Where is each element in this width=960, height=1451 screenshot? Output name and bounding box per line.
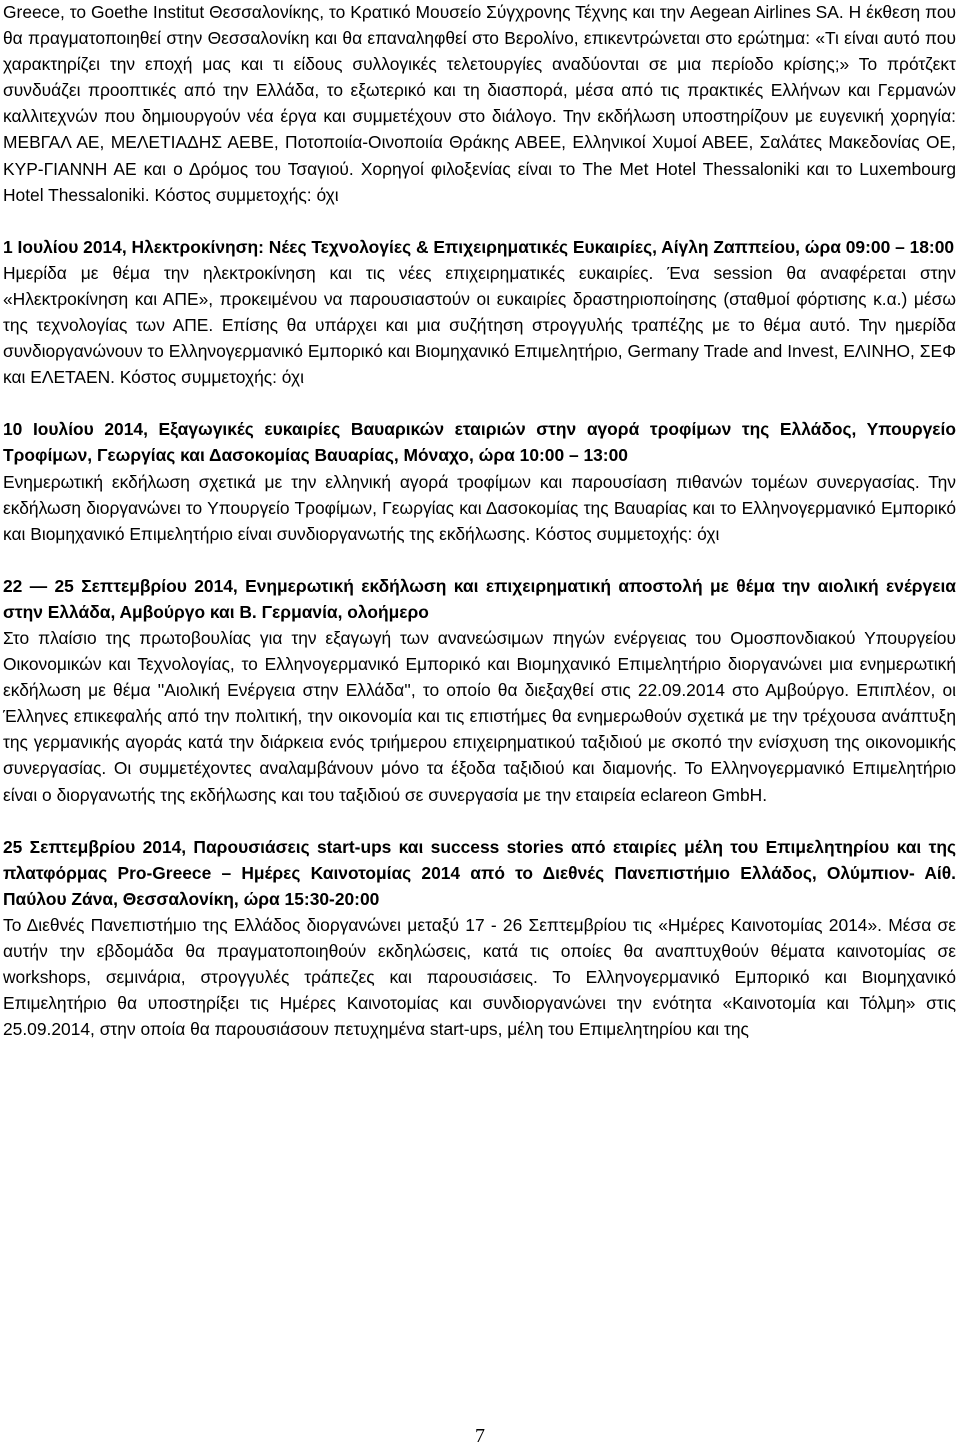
event-4-body: Το Διεθνές Πανεπιστήμιο της Ελλάδος διοργανώνει μεταξύ 17 - 26 Σεπτεμβρίου τις «Ημέρες Καινοτομίας 2014». Μέσα σε αυτήν την εβδομάδα θα πραγματοποιηθούν εκδηλώσεις, κατά τις οποίες θα αναπτυχθούν θέματα καινοτομίας σε workshops, σεμινάρια, στρογγυλές τράπεζες και παρουσιάσεις. Το Ελληνογερμανικό Εμπορικό και Βιομηχανικό Επιμελητήριο θα υποστηρίξει τις Ημέρες Καινοτομίας και συνδιοργανώνει την ενότητα «Καινοτομία και Τόλμη» στις 25.09.2014, στην οποία θα παρουσιάσουν πετυχημένα start-ups, μέλη του Επιμελητηρίου και της (3, 914, 956, 1040)
event-4-title: 25 Σεπτεμβρίου 2014, Παρουσιάσεις start-ups και success stories από εταιρίες μέλη του Επιμελητηρίου και της πλατφόρμας Pro-Greece – Ημέρες Καινοτομίας 2014 από το Διεθνές Πανεπιστήμιο Ελλάδος, Ολύμπιον- Αίθ. Παύλου Ζάνα, Θεσσαλονίκη, ώρα 15:30-20:00 (3, 836, 956, 909)
paragraph-spacer (3, 547, 956, 573)
intro-paragraph: Greece, το Goethe Institut Θεσσαλονίκης, το Κρατικό Μουσείο Σύγχρονης Τέχνης και την Aegean Airlines SA. Η έκθεση που θα πραγματοποιηθεί στην Θεσσαλονίκη και θα επαναληφθεί στο Βερολίνο, επικεντρώνεται στο ερώτημα: «Τι είναι αυτό που χαρακτηρίζει την εποχή μας και τι είδους συλλογικές τελετουργίες αναδύονται σε μια περίοδο κρίσης;» Το πρότζεκτ συνδυάζει προοπτικές από την Ελλάδα, το εξωτερικό και τη διασπορά, μέσα από τις πρακτικές Ελλήνων και Γερμανών καλλιτεχνών που δημιουργούν νέα έργα και συμμετέχουν στο διάλογο. Την εκδήλωση υποστηρίζουν με ευγενική χορηγία: ΜΕΒΓΑΛ ΑΕ, ΜΕΛΕΤΙΑΔΗΣ ΑΕΒΕ, Ποτοποιία-Οινοποιία Θράκης ΑΒΕΕ, Ελληνικοί Χυμοί ΑΒΕΕ, Σαλάτες Μακεδονίας ΟΕ, ΚΥΡ-ΓΙΑΝΝΗ ΑΕ και ο Δρόμος του Τσαγιού. Χορηγοί φιλοξενίας είναι το The Met Hotel Thessaloniki και το Luxembourg Hotel Thessaloniki. Κόστος συμμετοχής: όχι (3, 2, 956, 205)
document-body (3, 0, 956, 1042)
paragraph-spacer (3, 808, 956, 834)
event-2-body: Ενημερωτική εκδήλωση σχετικά με την ελληνική αγορά τροφίμων και παρουσίαση πιθανών τομέων συνεργασίας. Την εκδήλωση διοργανώνει το Υπουργείο Τροφίμων, Γεωργίας και Δασοκομίας της Βαυαρίας και το Ελληνογερμανικό Εμπορικό και Βιομηχανικό Επιμελητήριο είναι συνδιοργανωτής της εκδήλωσης. Κόστος συμμετοχής: όχι (3, 471, 956, 544)
page-number: 7 (475, 1425, 485, 1447)
event-1-body: Ημερίδα με θέμα την ηλεκτροκίνηση και τις νέες επιχειρηματικές ευκαιρίες. Ένα session θα αναφέρεται στην «Ηλεκτροκίνηση και ΑΠΕ», προκειμένου να παρουσιαστούν οι ευκαιρίες δραστηριοποίησης (σταθμοί φόρτισης κ.α.) μέσω της τεχνολογίας των ΑΠΕ. Επίσης θα υπάρχει και μια συζήτηση στρογγυλής τραπέζης με το θέμα αυτό. Την ημερίδα συνδιοργανώνουν το Ελληνογερμανικό Εμπορικό και Βιομηχανικό Επιμελητήριο, Germany Trade and Invest, ΕΛΙΝΗΟ, ΣΕΦ και ΕΛΕΤΑΕΝ. Κόστος συμμετοχής: όχι (3, 262, 956, 388)
event-1-title: 1 Ιουλίου 2014, Ηλεκτροκίνηση: Νέες Τεχνολογίες & Επιχειρηματικές Ευκαιρίες, Αίγλη Ζαππείου, ώρα 09:00 – 18:00 (3, 236, 955, 257)
event-2-title: 10 Ιουλίου 2014, Εξαγωγικές ευκαιρίες Βαυαρικών εταιριών στην αγορά τροφίμων της Ελλάδος, Υπουργείο Τροφίμων, Γεωργίας και Δασοκομίας Βαυαρίας, Μόναχο, ώρα 10:00 – 13:00 (3, 419, 956, 466)
paragraph-spacer (3, 208, 956, 234)
paragraph-spacer (3, 390, 956, 416)
event-3-title: 22 — 25 Σεπτεμβρίου 2014, Ενημερωτική εκδήλωση και επιχειρηματική αποστολή με θέμα την αιολική ενέργεια στην Ελλάδα, Αμβούργο και Β. Γερμανία, ολοήμερο (3, 575, 956, 622)
event-3-body: Στο πλαίσιο της πρωτοβουλίας για την εξαγωγή των ανανεώσιμων πηγών ενέργειας του Ομοσπονδιακού Υπουργείου Οικονομικών και Τεχνολογίας, το Ελληνογερμανικό Εμπορικό και Βιομηχανικό Επιμελητήριο διοργανώνει μια ενημερωτική εκδήλωση με θέμα ''Αιολική Ενέργεια στην Ελλάδα'', το οποίο θα διεξαχθεί στις 22.09.2014 στο Αμβούργο. Επιπλέον, οι Έλληνες επικεφαλής από την πολιτική, την οικονομία και τις επιστήμες θα ενημερωθούν σχετικά με την τρέχουσα ανάπτυξη της γερμανικής αγοράς κατά την διάρκεια ενός τριήμερου επιχειρηματικού ταξιδιού με σκοπό την ενίσχυση της οικονομικής συνεργασίας. Οι συμμετέχοντες αναλαμβάνουν μόνο τα έξοδα ταξιδιού και διαμονής. Το Ελληνογερμανικό Επιμελητήριο είναι ο διοργανωτής της εκδήλωσης και του ταξιδιού σε συνεργασία με την εταιρεία eclareon GmbH. (3, 627, 956, 805)
